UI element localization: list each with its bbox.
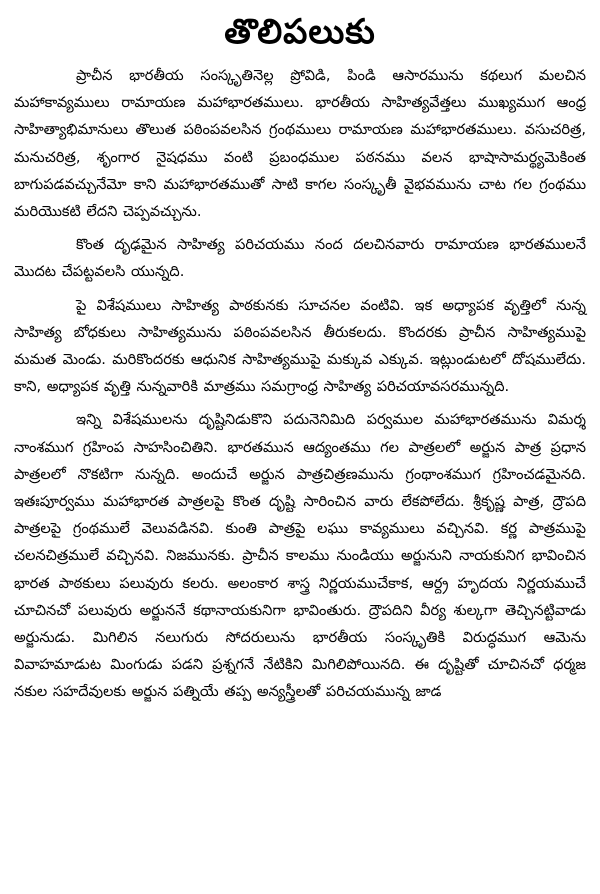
page-title: తొలిపలుకు xyxy=(224,12,376,52)
body-text xyxy=(14,62,586,712)
paragraph: ప్రాచీన భారతీయ సంస్కృతినెల్ల ప్రోవిడి, పిండి ఆసారమును కథలుగ మలచిన మహాకావ్యములు రామాయణ మహాభారతములు. భారతీయ సాహిత్యవేత్తలు ముఖ్యముగ ఆంధ్ర సాహిత్యాభిమానులు తొలుత పఠింపవలసిన గ్రంథములు రామాయణ మహాభారతములు. వసుచరిత్ర, మనుచరిత్ర, శృంగార నైషధము వంటి ప్రబంధముల పఠనము వలన భాషాసామర్థ్యమెకింత బాగుపడవచ్చునేమో కాని మహాభారతముతో సాటి కాగల సంస్కృతీ వైభవమును చాట గల గ్రంథము మరియొకటి లేదని చెప్పవచ్చును. xyxy=(14,67,586,221)
paragraph: కొంత దృఢమైన సాహిత్య పరిచయము నంద దలచినవారు రామాయణ భారతములనే మొదట చేపట్టవలసి యున్నది. xyxy=(14,236,586,281)
paragraph: పై విశేషములు సాహిత్య పాఠకునకు సూచనల వంటివి. ఇక అధ్యాపక వృత్తిలో నున్న సాహిత్య బోధకులు సాహిత్యమును పఠింపవలసిన తీరుకలదు. కొందరకు ప్రాచీన సాహిత్యముపై మమత మెండు. మరికొందరకు ఆధునిక సాహిత్యముపై మక్కువ ఎక్కువ. ఇట్లుండుటలో దోషములేదు. కాని, అధ్యాపక వృత్తి నున్నవారికి మాత్రము సమగ్రాంధ్ర సాహిత్య పరిచయావసరమున్నది. xyxy=(14,296,586,396)
paragraph: ఇన్ని విశేషములను దృష్టినిడుకొని పదునెనిమిది పర్వముల మహాభారతమును విమర్శ నాంశముగ గ్రహింప సాహసించితిని. భారతమున ఆద్యంతము గల పాత్రలలో అర్జున పాత్ర ప్రధాన పాత్రలలో నొకటిగా నున్నది. అందుచే అర్జున పాత్రచిత్రణమును గ్రంథాంశముగ గ్రహించడమైనది. ఇతఃపూర్వము మహాభారత పాత్రలపై కొంత దృష్టి సారించిన వారు లేకపోలేదు. శ్రీకృష్ణ పాత్ర, ద్రౌపది పాత్రలపై గ్రంథములే వెలువడినవి. కుంతి పాత్రపై లఘు కావ్యములు వచ్చినవి. కర్ణ పాత్రముపై చలనచిత్రములే వచ్చినవి. నిజమునకు. ప్రాచీన కాలము నుండియు అర్జునుని నాయకునిగ భావించిన భారత పాఠకులు పలువురు కలరు. అలంకార శాస్త్ర నిర్ణయముచేకాక, ఆర్ద్ర హృదయ నిర్ణయముచే చూచినచో పలువురు అర్జుననే కథానాయకునిగా భావింతురు. ద్రౌపదిని వీర్య శుల్కగా తెచ్చినట్టివాడు అర్జునుడు. మిగిలిన నలుగురు సోదరులును భారతీయ సంస్కృతికి విరుద్ధముగ ఆమెను వివాహమాడుట మింగుడు పడని ప్రశ్నగనే నేటికిని మిగిలిపోయినది. ఈ దృష్టితో చూచినచో ధర్మజ నకుల సహదేవులకు అర్జున పత్నియే తప్ప అన్యస్త్రీలతో పరిచయమున్న జాడ xyxy=(14,411,586,701)
